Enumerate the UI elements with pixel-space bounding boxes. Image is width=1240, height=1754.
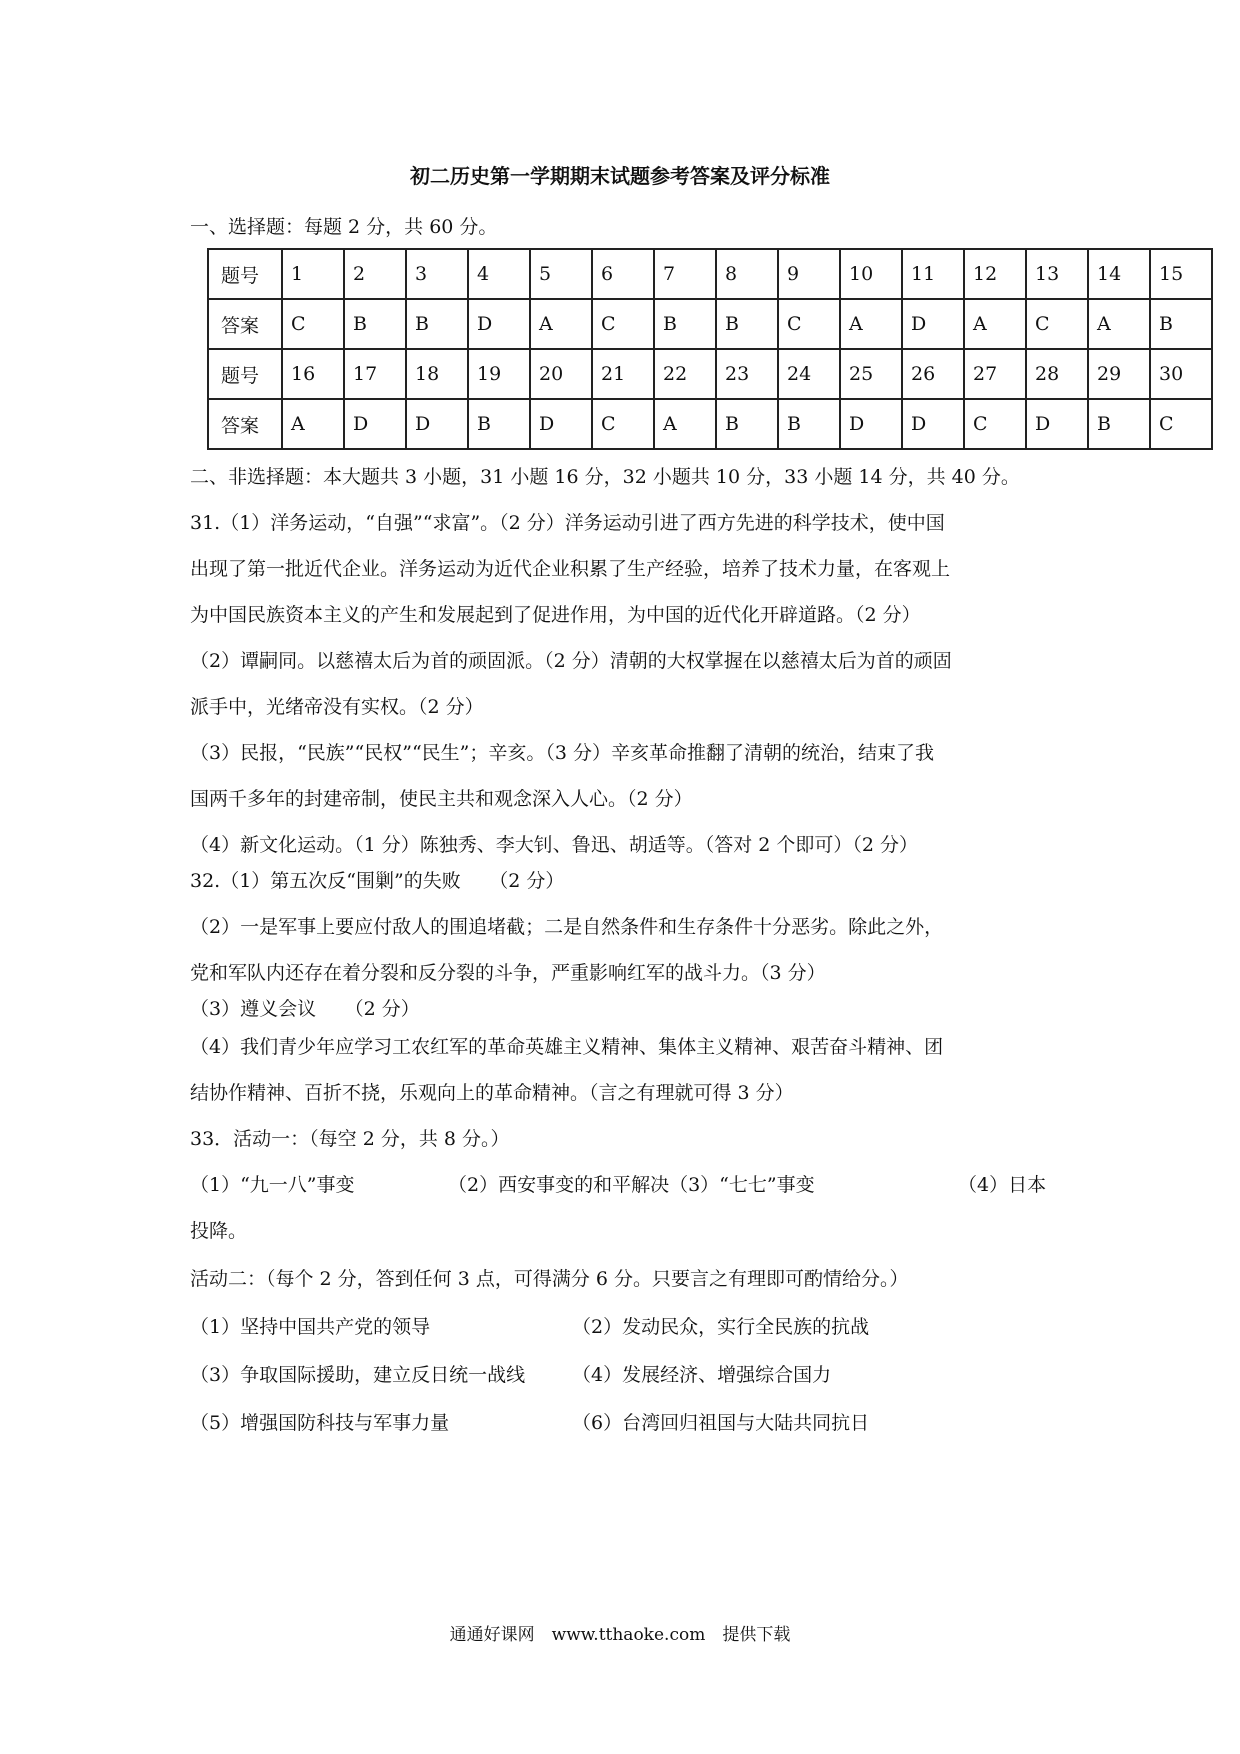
table-cell: B [716,299,778,349]
q32-line-2: （2）一是军事上要应付敌人的围追堵截；二是自然条件和生存条件十分恶劣。除此之外， [190,916,944,938]
table-cell: C [778,299,840,349]
q33-point-3: （3）争取国际援助，建立反日统一战线 [190,1364,526,1386]
table-cell: D [902,399,964,449]
q33-answer-1: （1）“九一八”事变 [190,1174,355,1196]
table-row-label: 答案 [208,299,282,349]
q32-line-4: （3）遵义会议 （2 分） [190,998,420,1020]
table-cell: D [840,399,902,449]
table-cell: 18 [406,349,468,399]
table-cell: D [344,399,406,449]
table-cell: 22 [654,349,716,399]
table-cell: C [964,399,1026,449]
table-cell: 27 [964,349,1026,399]
table-cell: B [468,399,530,449]
table-cell: 23 [716,349,778,399]
table-cell: B [406,299,468,349]
table-cell: 15 [1150,249,1212,299]
q33-point-1: （1）坚持中国共产党的领导 [190,1316,431,1338]
table-cell: 5 [530,249,592,299]
table-cell: 28 [1026,349,1088,399]
table-cell: D [530,399,592,449]
q32-line-6: 结协作精神、百折不挠，乐观向上的革命精神。（言之有理就可得 3 分） [190,1082,794,1104]
table-row [208,249,1212,299]
q31-line-4: （2）谭嗣同。以慈禧太后为首的顽固派。（2 分）清朝的大权掌握在以慈禧太后为首的顽固 [190,650,952,672]
q33-answer-2: （2）西安事变的和平解决（3）“七七”事变 [448,1174,815,1196]
table-row-label: 答案 [208,399,282,449]
q33-line-3: 投降。 [190,1220,248,1242]
section1-heading: 一、选择题：每题 2 分，共 60 分。 [190,216,498,238]
table-cell: D [1026,399,1088,449]
table-cell: 17 [344,349,406,399]
q31-line-5: 派手中，光绪帝没有实权。（2 分） [190,696,484,718]
table-cell: 26 [902,349,964,399]
q31-line-7: 国两千多年的封建帝制，使民主共和观念深入人心。（2 分） [190,788,693,810]
table-cell: A [840,299,902,349]
table-cell: 14 [1088,249,1150,299]
q31-line-6: （3）民报，“民族”“民权”“民生”；辛亥。（3 分）辛亥革命推翻了清朝的统治，结束了我 [190,742,934,764]
table-cell: D [902,299,964,349]
table-cell: A [964,299,1026,349]
table-cell: A [654,399,716,449]
table-cell: B [1088,399,1150,449]
table-row [208,349,1212,399]
table-cell: 7 [654,249,716,299]
table-cell: 8 [716,249,778,299]
table-cell: 1 [282,249,344,299]
table-cell: 12 [964,249,1026,299]
table-cell: D [406,399,468,449]
table-cell: 25 [840,349,902,399]
table-cell: 29 [1088,349,1150,399]
table-cell: B [716,399,778,449]
table-cell: B [344,299,406,349]
table-row-label: 题号 [208,349,282,399]
q33-line-4: 活动二：（每个 2 分，答到任何 3 点，可得满分 6 分。只要言之有理即可酌情给分。） [190,1268,909,1290]
q33-answer-3: （4）日本 [958,1174,1047,1196]
table-cell: A [530,299,592,349]
q33-point-4: （4）发展经济、增强综合国力 [572,1364,832,1386]
section2-heading: 二、非选择题：本大题共 3 小题，31 小题 16 分，32 小题共 10 分，33 小题 14 分，共 40 分。 [190,466,1020,488]
table-cell: 11 [902,249,964,299]
table-cell: 6 [592,249,654,299]
footer: 通通好课网 www.tthaoke.com 提供下载 [449,1625,791,1645]
table-cell: 21 [592,349,654,399]
table-row [208,299,1212,349]
table-cell: 19 [468,349,530,399]
table-cell: 10 [840,249,902,299]
table-cell: D [468,299,530,349]
answer-table [207,248,1213,450]
page-title: 初二历史第一学期期末试题参考答案及评分标准 [410,164,830,188]
q32-line-3: 党和军队内还存在着分裂和反分裂的斗争，严重影响红军的战斗力。（3 分） [190,962,826,984]
table-cell: A [1088,299,1150,349]
q33-point-5: （5）增强国防科技与军事力量 [190,1412,450,1434]
q31-line-1: 31.（1）洋务运动，“自强”“求富”。（2 分）洋务运动引进了西方先进的科学技术，使中国 [190,512,945,534]
table-cell: 2 [344,249,406,299]
table-cell: C [1150,399,1212,449]
table-cell: 24 [778,349,840,399]
table-cell: C [1026,299,1088,349]
table-cell: B [654,299,716,349]
q31-line-2: 出现了第一批近代企业。洋务运动为近代企业积累了生产经验，培养了技术力量，在客观上 [190,558,951,580]
table-cell: 30 [1150,349,1212,399]
q32-line-1: 32.（1）第五次反“围剿”的失败 （2 分） [190,870,565,892]
table-cell: B [1150,299,1212,349]
q31-line-3: 为中国民族资本主义的产生和发展起到了促进作用，为中国的近代化开辟道路。（2 分） [190,604,921,626]
table-cell: 4 [468,249,530,299]
q33-point-6: （6）台湾回归祖国与大陆共同抗日 [572,1412,870,1434]
table-cell: 9 [778,249,840,299]
table-row-label: 题号 [208,249,282,299]
table-cell: C [592,299,654,349]
table-cell: B [778,399,840,449]
table-row [208,399,1212,449]
table-cell: 13 [1026,249,1088,299]
table-cell: C [282,299,344,349]
q33-line-1: 33．活动一：（每空 2 分，共 8 分。） [190,1128,510,1150]
q31-line-8: （4）新文化运动。（1 分）陈独秀、李大钊、鲁迅、胡适等。（答对 2 个即可）（2 分） [190,834,919,856]
q32-line-5: （4）我们青少年应学习工农红军的革命英雄主义精神、集体主义精神、艰苦奋斗精神、团 [190,1036,944,1058]
table-cell: 20 [530,349,592,399]
table-cell: C [592,399,654,449]
q33-point-2: （2）发动民众，实行全民族的抗战 [572,1316,870,1338]
table-cell: 16 [282,349,344,399]
table-cell: 3 [406,249,468,299]
table-cell: A [282,399,344,449]
